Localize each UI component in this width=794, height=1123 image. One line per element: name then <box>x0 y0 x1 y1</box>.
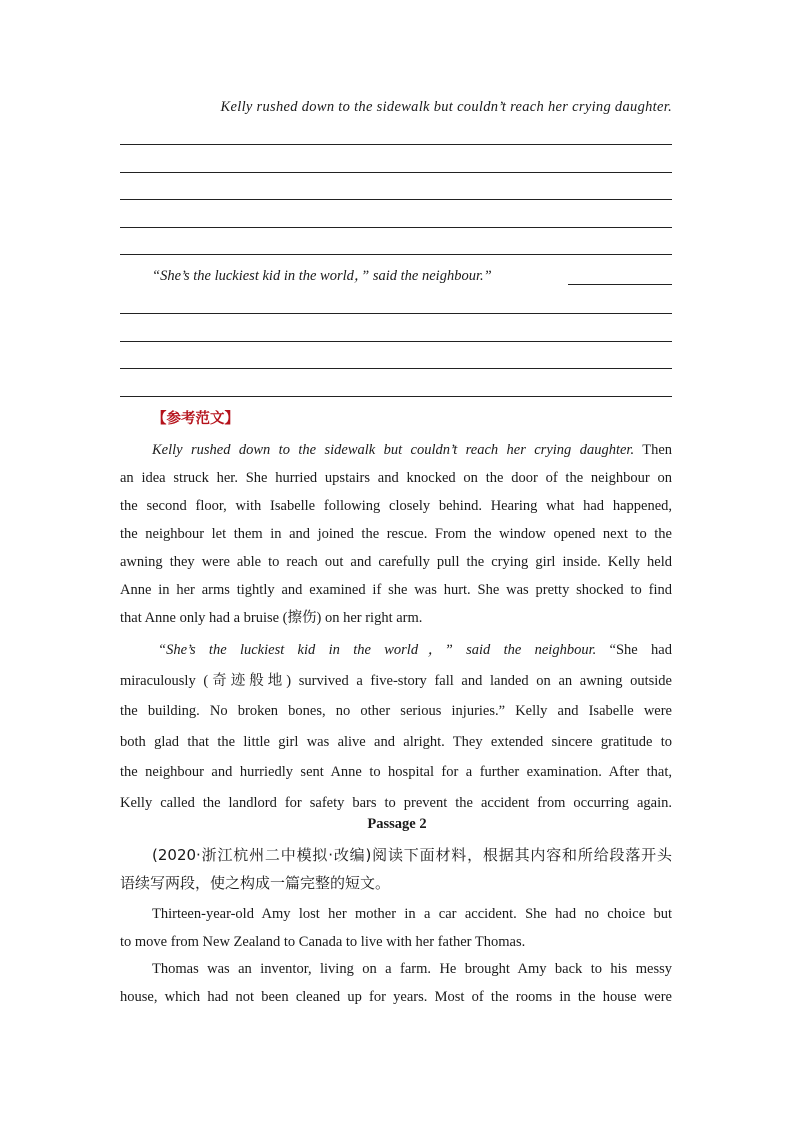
essay-line: awning they were able to reach out and carefully pull the crying girl inside. Kelly held <box>120 554 672 570</box>
essay-line: Kelly rushed down to the sidewalk but couldn’t reach her crying daughter. Then <box>152 442 673 458</box>
story-line: Thomas was an inventor, living on a farm. He brought Amy back to his messy <box>152 961 672 977</box>
story-line: Thirteen-year-old Amy lost her mother in a car accident. She had no choice but <box>152 906 672 922</box>
story-paragraph-1 <box>120 900 672 956</box>
instruction-line: (2020·浙江杭州二中模拟·改编)阅读下面材料，根据其内容和所给段落开头 <box>152 846 672 864</box>
essay-line: the neighbour and hurriedly sent Anne to hospital for a further examination. After that, <box>120 764 672 780</box>
writing-line <box>120 199 672 200</box>
passage-title: Passage 2 <box>367 816 427 832</box>
story-paragraph-2 <box>120 955 672 1011</box>
prompt-sentence-2: “She’s the luckiest kid in the world，” said the neighbour.” <box>152 268 492 284</box>
writing-line <box>120 313 672 314</box>
essay-line: the building. No broken bones, no other serious injuries.” Kelly and Isabelle were <box>120 703 672 719</box>
writing-line <box>120 172 672 173</box>
essay-line: the second floor, with Isabelle following closely behind. Hearing what had happened, <box>120 498 672 514</box>
essay-line-italic-start: “She’s the luckiest kid in the world，” said the neighbour. <box>158 642 597 658</box>
essay-line: the neighbour let them in and joined the rescue. From the window opened next to the <box>120 526 672 542</box>
essay-line: both glad that the little girl was alive and alright. They extended sincere gratitude to <box>120 733 672 750</box>
reference-heading: 【参考范文】 <box>152 411 239 427</box>
task-instruction <box>120 841 672 897</box>
writing-line <box>120 368 672 369</box>
story-line: house, which had not been cleaned up for years. Most of the rooms in the house were <box>120 989 672 1005</box>
story-line: to move from New Zealand to Canada to live with her father Thomas. <box>120 934 526 950</box>
essay-line: Anne in her arms tightly and examined if she was hurt. She was pretty shocked to find <box>120 582 672 598</box>
essay-paragraph-2 <box>120 635 672 818</box>
writing-line <box>120 396 672 397</box>
writing-line <box>120 341 672 342</box>
writing-line <box>120 227 672 228</box>
essay-line-italic-start: Kelly rushed down to the sidewalk but couldn’t reach her crying daughter. <box>152 442 635 458</box>
writing-line <box>120 254 672 255</box>
writing-line <box>568 284 672 285</box>
essay-line: “She’s the luckiest kid in the world，” said the neighbour. “She had <box>158 642 672 658</box>
writing-line <box>120 144 672 145</box>
instruction-line: 语续写两段，使之构成一篇完整的短文。 <box>120 874 391 892</box>
essay-paragraph-1 <box>120 436 672 632</box>
essay-line: that Anne only had a bruise (擦伤) on her right arm. <box>120 610 423 626</box>
essay-line: miraculously (奇迹般地) survived a five-story fall and landed on an awning outside <box>120 672 672 689</box>
essay-line: Kelly called the landlord for safety bars to prevent the accident from occurring again. <box>120 794 672 811</box>
prompt-sentence-1: Kelly rushed down to the sidewalk but couldn’t reach her crying daughter. <box>220 99 672 115</box>
essay-line: an idea struck her. She hurried upstairs and knocked on the door of the neighbour on <box>120 470 672 486</box>
